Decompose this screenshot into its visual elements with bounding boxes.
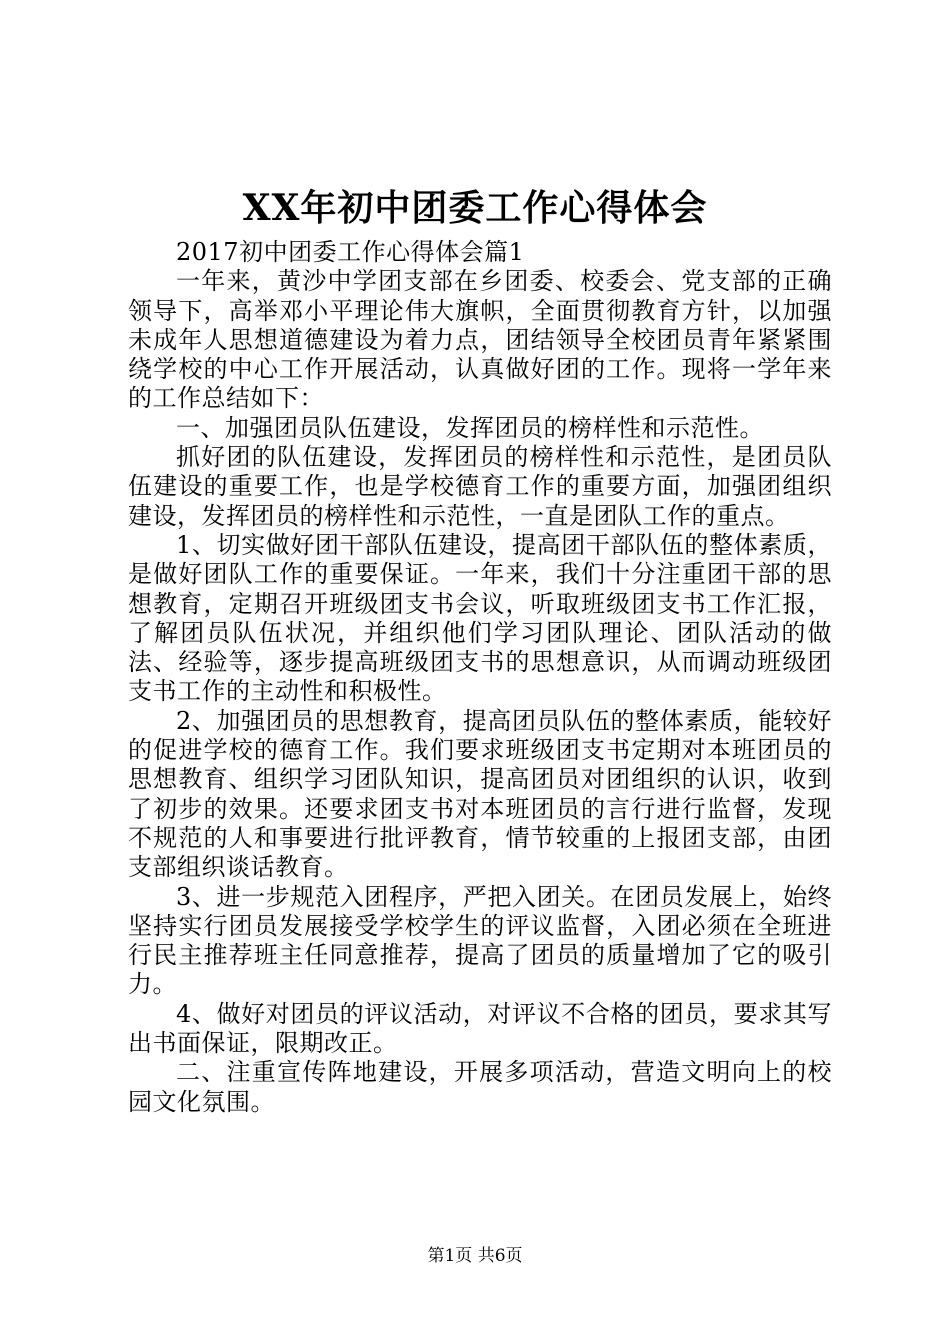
section-heading: 一、加强团员队伍建设，发挥团员的榜样性和示范性。 xyxy=(176,413,764,442)
document-body xyxy=(128,238,832,1117)
section-heading: 二、注重宣传阵地建设，开展多项活动，营造文明向上的校园文化氛围。 xyxy=(128,1058,832,1116)
paragraph: 4、做好对团员的评议活动，对评议不合格的团员，要求其写出书面保证，限期改正。 xyxy=(128,999,832,1058)
document-title: XX年初中团委工作心得体会 xyxy=(242,187,708,229)
section-heading: 2017初中团委工作心得体会篇1 xyxy=(176,238,525,266)
paragraph: 2、加强团员的思想教育，提高团员队伍的整体素质，能较好的促进学校的德育工作。我们要求班级团支书定期对本班团员的思想教育、组织学习团队知识，提高团员对团组织的认识，收到了初步的效果。还要求团支书对本班团员的言行进行监督，发现不规范的人和事要进行批评教育，情节较重的上报团支部，由团支部组织谈话教育。 xyxy=(128,706,832,882)
paragraph: 一年来，黄沙中学团支部在乡团委、校委会、党支部的正确领导下，高举邓小平理论伟大旗帜，全面贯彻教育方针，以加强未成年人思想道德建设为着力点，团结领导全校团员青年紧紧围绕学校的中心工作开展活动，认真做好团的工作。现将一学年来的工作总结如下： xyxy=(128,267,832,413)
paragraph: 1、切实做好团干部队伍建设，提高团干部队伍的整体素质，是做好团队工作的重要保证。一年来，我们十分注重团干部的思想教育，定期召开班级团支书会议，听取班级团支书工作汇报，了解团员队伍状况，并组织他们学习团队理论、团队活动的做法、经验等，逐步提高班级团支书的思想意识，从而调动班级团支书工作的主动性和积极性。 xyxy=(128,530,832,706)
page-number-footer: 第1页 共6页 xyxy=(427,1246,523,1266)
paragraph: 抓好团的队伍建设，发挥团员的榜样性和示范性，是团员队伍建设的重要工作，也是学校德育工作的重要方面，加强团组织建设，发挥团员的榜样性和示范性，一直是团队工作的重点。 xyxy=(128,443,832,530)
paragraph: 3、进一步规范入团程序，严把入团关。在团员发展上，始终坚持实行团员发展接受学校学生的评议监督，入团必须在全班进行民主推荐班主任同意推荐，提高了团员的质量增加了它的吸引力。 xyxy=(128,882,832,999)
